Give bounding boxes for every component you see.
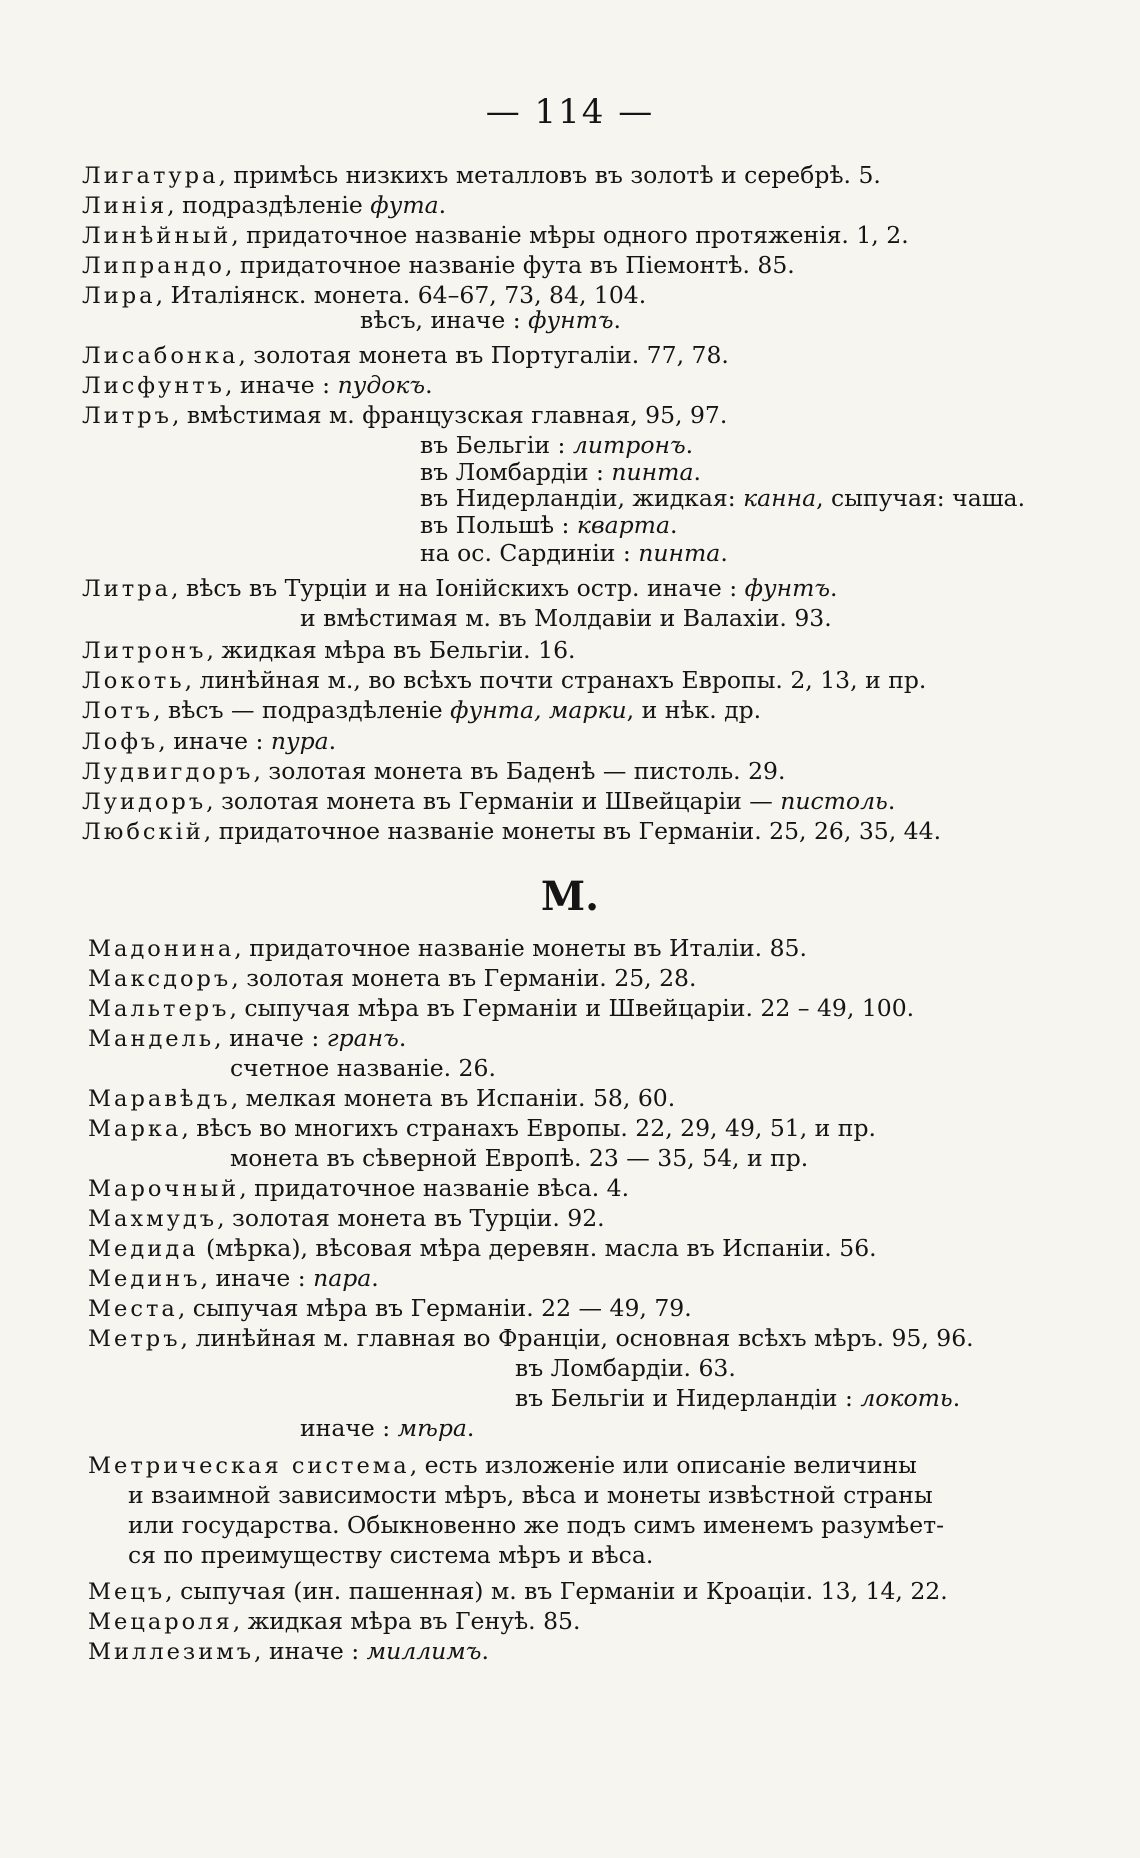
entry-line [82, 573, 838, 603]
entry-tail: . [720, 539, 728, 567]
entry-line [88, 1606, 580, 1636]
entry-line [82, 786, 895, 816]
entry-italic-term: пара [313, 1264, 372, 1292]
entry-headword: Литръ [82, 403, 172, 429]
entry-line [88, 1636, 489, 1666]
entry-line [88, 933, 807, 963]
entry-definition: , Италіянск. монета. 64–67, 73, 84, 104. [155, 281, 647, 309]
entry-line [420, 483, 1025, 513]
entry-headword: Марка [88, 1116, 182, 1142]
entry-headword: Метрическая система [88, 1453, 410, 1479]
entry-line [82, 190, 446, 220]
entry-definition: иначе : [300, 1414, 398, 1442]
entry-line [82, 220, 909, 250]
entry-definition: въ Ломбардіи : [420, 458, 612, 486]
entry-tail: . [613, 306, 622, 334]
entry-headword: Литра [82, 576, 172, 602]
entry-definition: въ Польшѣ : [420, 511, 577, 539]
entry-tail: , и нѣк. др. [626, 696, 762, 724]
entry-italic-term: канна [743, 484, 817, 512]
entry-tail: . [438, 191, 447, 219]
entry-line [420, 510, 677, 540]
entry-headword: Лофъ [82, 729, 159, 755]
entry-italic-term: пинта [611, 458, 694, 486]
entry-tail: . [669, 511, 678, 539]
entry-definition: , мелкая монета въ Испаніи. 58, 60. [230, 1084, 676, 1112]
entry-italic-term: пистоль [780, 787, 888, 815]
entry-line [515, 1383, 960, 1413]
entry-line [88, 1173, 629, 1203]
entry-definition: въ Бельгіи : [420, 431, 573, 459]
entry-line [82, 340, 729, 370]
entry-definition: (мѣрка), вѣсовая мѣра деревян. масла въ Испаніи. 56. [198, 1234, 877, 1262]
entry-italic-term: пудокъ [337, 371, 426, 399]
entry-line [88, 1450, 917, 1480]
entry-definition: , придаточное названіе фута въ Піемонтѣ. 85. [224, 251, 795, 279]
entry-tail: . [466, 1414, 475, 1442]
entry-definition: , жидкая мѣра въ Бельгіи. 16. [206, 636, 576, 664]
entry-headword: Линія [82, 193, 168, 219]
entry-line [360, 305, 621, 335]
entry-line [82, 726, 336, 756]
entry-tail: . [425, 371, 433, 399]
entry-tail: . [830, 574, 838, 602]
entry-definition: , иначе : [224, 371, 338, 399]
entry-headword: Лудвигдоръ [82, 759, 254, 785]
entry-italic-term: гранъ [326, 1024, 399, 1052]
entry-line [420, 538, 728, 568]
entry-line [515, 1353, 736, 1383]
entry-line [82, 400, 727, 430]
entry-italic-term: кварта [576, 511, 670, 539]
entry-line [420, 430, 693, 460]
entry-line [82, 756, 785, 786]
entry-line [82, 160, 881, 190]
entry-headword: Медида [88, 1236, 199, 1262]
entry-line [300, 1413, 474, 1443]
entry-definition: , вѣсъ во многихъ странахъ Европы. 22, 29, 49, 51, и пр. [181, 1114, 876, 1142]
entry-line [88, 1293, 692, 1323]
page-number: — 114 — [485, 92, 655, 132]
entry-definition: , сыпучая (ин. пашенная) м. въ Германіи и Кроаціи. 13, 14, 22. [165, 1577, 948, 1605]
entry-definition: , придаточное названіе мѣры одного протяженія. 1, 2. [231, 221, 909, 249]
entry-definition: , золотая монета въ Португаліи. 77, 78. [238, 341, 729, 369]
entry-italic-term: фунтъ [744, 574, 831, 602]
entry-definition: , примѣсь низкихъ металловъ въ золотѣ и серебрѣ. 5. [218, 161, 881, 189]
entry-headword: Мецъ [88, 1579, 166, 1605]
entry-definition: , придаточное названіе монеты въ Италіи. 85. [234, 934, 807, 962]
entry-tail: . [952, 1384, 961, 1412]
entry-definition: , есть изложеніе или описаніе величины [409, 1451, 917, 1479]
entry-headword: Любскій [82, 819, 204, 845]
entry-headword: Линѣйный [82, 223, 232, 249]
entry-line [88, 1083, 675, 1113]
entry-definition: и вмѣстимая м. въ Молдавіи и Валахіи. 93. [300, 604, 832, 632]
entry-definition: , иначе : [200, 1264, 314, 1292]
entry-definition: , линѣйная м. главная во Франціи, основная всѣхъ мѣръ. 95, 96. [180, 1324, 974, 1352]
entry-definition: монета въ сѣверной Европѣ. 23 — 35, 54, и пр. [230, 1144, 809, 1172]
entry-line [230, 1143, 808, 1173]
entry-line [128, 1510, 944, 1540]
entry-definition: , жидкая мѣра въ Генуѣ. 85. [232, 1607, 581, 1635]
entry-definition: , вѣсъ — подраздѣленіе [153, 696, 451, 724]
entry-line [230, 1053, 496, 1083]
entry-line [82, 695, 761, 725]
entry-italic-term: миллимъ [366, 1637, 482, 1665]
entry-italic-term: фута [370, 191, 439, 219]
entry-definition: въ Бельгіи и Нидерландіи : [515, 1384, 861, 1412]
entry-line [88, 1323, 974, 1353]
entry-headword: Луидоръ [82, 789, 207, 815]
entry-definition: , золотая монета въ Баденѣ — пистоль. 29. [253, 757, 786, 785]
entry-definition: , золотая монета въ Германіи и Швейцаріи — [206, 787, 781, 815]
entry-tail: , сыпучая: чаша. [816, 484, 1026, 512]
entry-definition: , золотая монета въ Турціи. 92. [217, 1204, 605, 1232]
entry-definition: , подраздѣленіе [167, 191, 371, 219]
entry-italic-term: пинта [638, 539, 721, 567]
entry-definition: , сыпучая мѣра въ Германіи. 22 — 49, 79. [177, 1294, 692, 1322]
entry-line [88, 1023, 406, 1053]
entry-definition: въ Нидерландіи, жидкая: [420, 484, 744, 512]
entry-definition: или государства. Обыкновенно же подъ симъ именемъ разумѣет- [128, 1511, 945, 1539]
entry-line [128, 1480, 933, 1510]
entry-italic-term: фунтъ [528, 306, 614, 334]
entry-italic-term: литронъ [572, 431, 686, 459]
entry-definition: ся по преимуществу система мѣръ и вѣса. [128, 1541, 654, 1569]
entry-line [88, 1263, 379, 1293]
entry-headword: Липрандо [82, 253, 225, 279]
entry-tail: . [328, 727, 337, 755]
entry-line [88, 1576, 948, 1606]
entry-headword: Места [88, 1296, 178, 1322]
entry-headword: Марочный [88, 1176, 240, 1202]
entry-definition: , сыпучая мѣра въ Германіи и Швейцаріи. 22 – 49, 100. [229, 994, 915, 1022]
entry-tail: . [887, 787, 896, 815]
entry-line [88, 1233, 877, 1263]
entry-line [88, 1113, 876, 1143]
entry-line [88, 1203, 605, 1233]
entry-headword: Максдоръ [88, 966, 232, 992]
entry-definition: , придаточное названіе вѣса. 4. [239, 1174, 630, 1202]
entry-tail: . [481, 1637, 489, 1665]
entry-headword: Махмудъ [88, 1206, 218, 1232]
entry-tail: . [398, 1024, 407, 1052]
entry-line [82, 370, 433, 400]
entry-line [82, 635, 576, 665]
entry-headword: Лигатура [82, 163, 219, 189]
entry-line [82, 665, 926, 695]
entry-definition: , иначе : [158, 727, 271, 755]
entry-italic-term: пура [270, 727, 329, 755]
entry-headword: Лотъ [82, 698, 154, 724]
entry-tail: . [685, 431, 694, 459]
entry-headword: Мадонина [88, 936, 235, 962]
entry-line [88, 993, 914, 1023]
entry-definition: , иначе : [254, 1637, 367, 1665]
entry-line [82, 816, 941, 846]
entry-headword: Лисабонка [82, 343, 239, 369]
entry-line [88, 963, 696, 993]
entry-italic-term: локоть [860, 1384, 953, 1412]
entry-headword: Метръ [88, 1326, 181, 1352]
entry-headword: Мединъ [88, 1266, 201, 1292]
entry-definition: на ос. Сардиніи : [420, 539, 639, 567]
entry-line [300, 603, 832, 633]
entry-line [82, 250, 795, 280]
entry-italic-term: фунта, марки [450, 696, 627, 724]
entry-tail: . [371, 1264, 379, 1292]
entry-definition: въ Ломбардіи. 63. [515, 1354, 736, 1382]
entry-definition: , вмѣстимая м. французская главная, 95, 97. [171, 401, 728, 429]
entry-headword: Локоть [82, 668, 185, 694]
entry-headword: Маравѣдъ [88, 1086, 231, 1112]
entry-definition: , линѣйная м., во всѣхъ почти странахъ Европы. 2, 13, и пр. [184, 666, 927, 694]
entry-definition: , иначе : [214, 1024, 327, 1052]
entry-definition: , придаточное названіе монеты въ Германіи. 25, 26, 35, 44. [203, 817, 942, 845]
section-letter-heading: M. [540, 873, 600, 920]
entry-definition: счетное названіе. 26. [230, 1054, 496, 1082]
entry-headword: Миллезимъ [88, 1639, 255, 1665]
entry-headword: Мандель [88, 1026, 215, 1052]
entry-definition: вѣсъ, иначе : [360, 306, 529, 334]
entry-headword: Мецароля [88, 1609, 233, 1635]
entry-headword: Мальтеръ [88, 996, 230, 1022]
entry-headword: Литронъ [82, 638, 207, 664]
entry-headword: Лисфунтъ [82, 373, 225, 399]
entry-headword: Лира [82, 283, 156, 309]
entry-definition: и взаимной зависимости мѣръ, вѣса и монеты извѣстной страны [128, 1481, 933, 1509]
entry-tail: . [693, 458, 701, 486]
entry-definition: , золотая монета въ Германіи. 25, 28. [231, 964, 697, 992]
entry-line [128, 1540, 653, 1570]
entry-italic-term: мѣра [397, 1414, 467, 1442]
entry-definition: , вѣсъ въ Турціи и на Іонійскихъ остр. иначе : [171, 574, 745, 602]
